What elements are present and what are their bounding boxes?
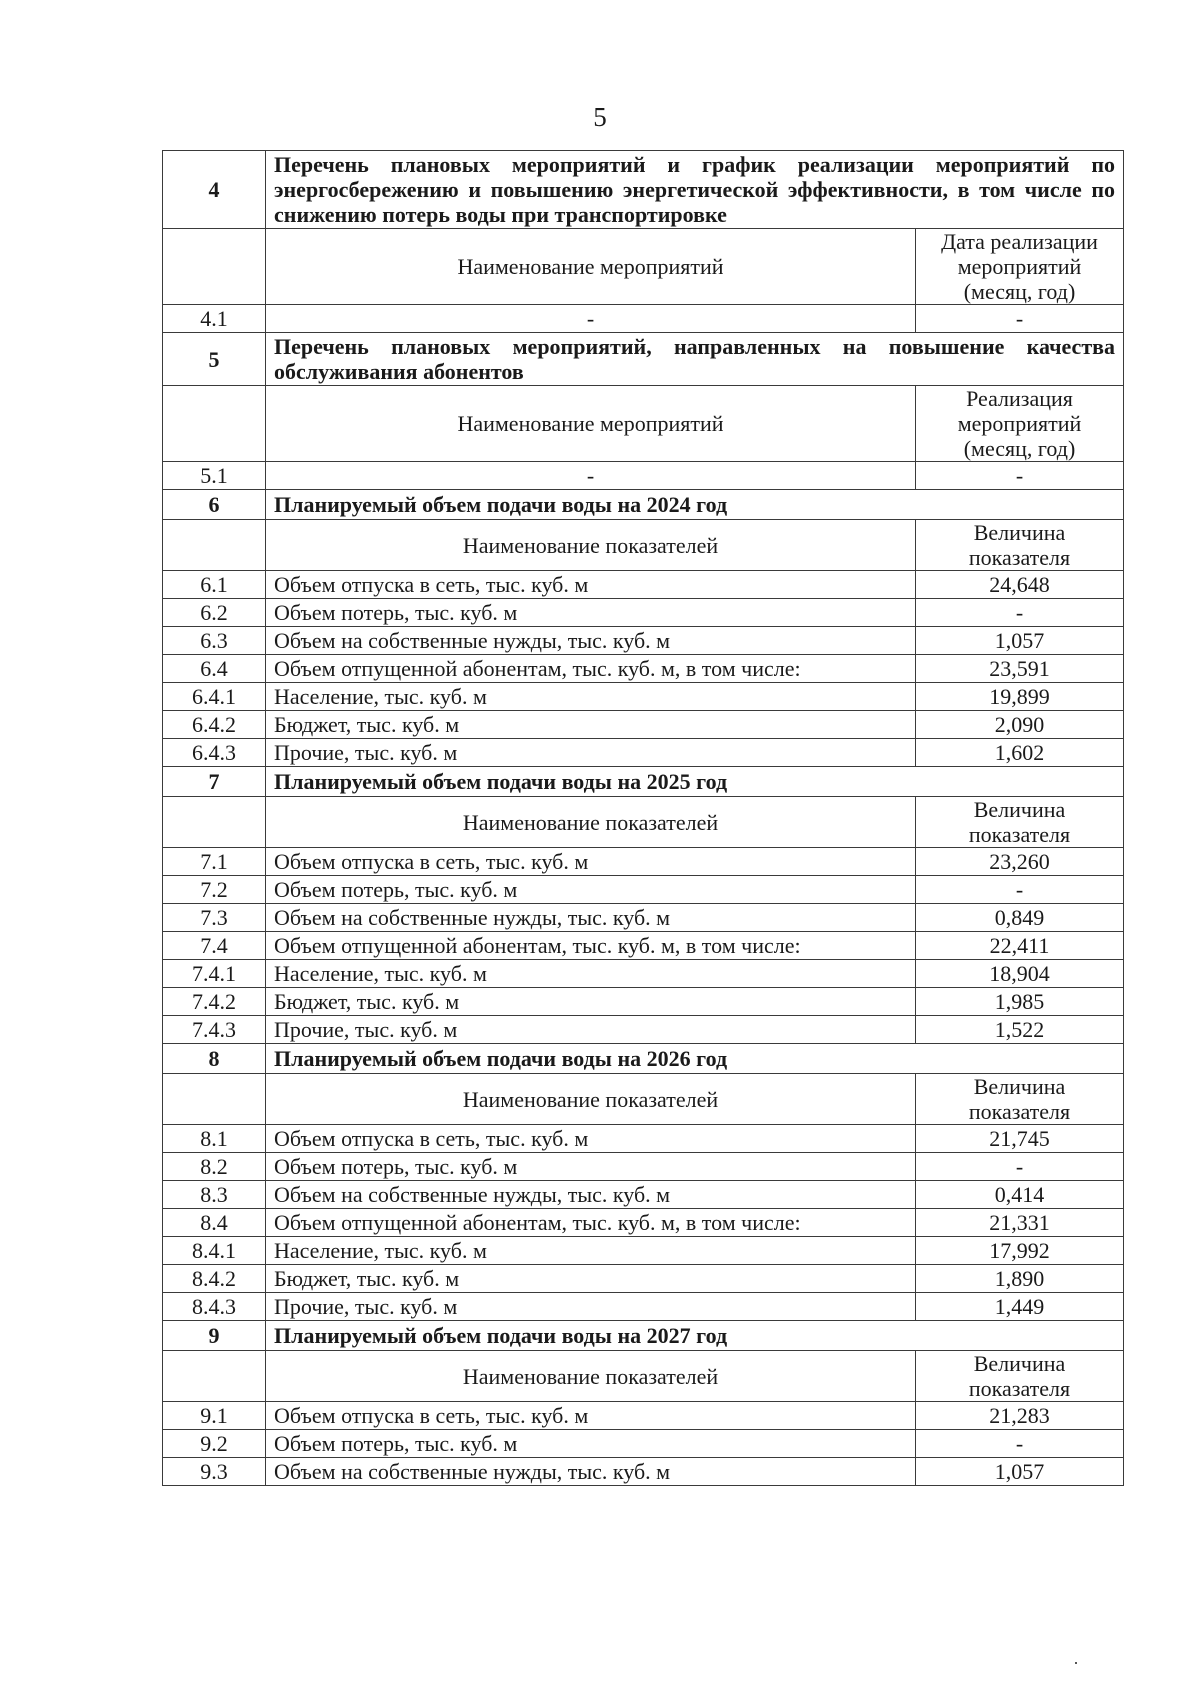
row-number: 7.4.3: [163, 1016, 266, 1044]
column-header-value: Дата реализации мероприятий (месяц, год): [916, 229, 1124, 305]
table-row: [163, 960, 1124, 988]
table-row: [163, 1458, 1124, 1486]
column-header-empty: [163, 386, 266, 462]
column-header-row: [163, 386, 1124, 462]
row-value: 1,522: [916, 1016, 1124, 1044]
row-value: 2,090: [916, 711, 1124, 739]
table-row: [163, 1293, 1124, 1321]
row-name: Объем отпущенной абонентам, тыс. куб. м, в том числе:: [266, 1209, 916, 1237]
row-number: 8.4: [163, 1209, 266, 1237]
row-name: Объем на собственные нужды, тыс. куб. м: [266, 1458, 916, 1486]
section-title: Планируемый объем подачи воды на 2024 год: [266, 490, 1124, 520]
row-name: Объем на собственные нужды, тыс. куб. м: [266, 1181, 916, 1209]
row-number: 6.3: [163, 627, 266, 655]
section-header-row: [163, 151, 1124, 229]
plan-table-body: [163, 151, 1124, 1486]
row-number: 7.4: [163, 932, 266, 960]
table-row: [163, 1209, 1124, 1237]
column-header-value: Реализация мероприятий (месяц, год): [916, 386, 1124, 462]
row-value: 0,414: [916, 1181, 1124, 1209]
row-number: 9.2: [163, 1430, 266, 1458]
row-number: 6.4: [163, 655, 266, 683]
row-number: 7.3: [163, 904, 266, 932]
row-number: 5.1: [163, 462, 266, 490]
section-header-row: [163, 767, 1124, 797]
row-name: Объем отпуска в сеть, тыс. куб. м: [266, 571, 916, 599]
table-row: [163, 876, 1124, 904]
table-row: [163, 571, 1124, 599]
row-value: 17,992: [916, 1237, 1124, 1265]
row-name: Прочие, тыс. куб. м: [266, 739, 916, 767]
row-name: Население, тыс. куб. м: [266, 960, 916, 988]
row-name: Бюджет, тыс. куб. м: [266, 711, 916, 739]
row-name: Объем отпущенной абонентам, тыс. куб. м, в том числе:: [266, 655, 916, 683]
row-name: -: [266, 305, 916, 333]
table-row: [163, 1016, 1124, 1044]
row-value: 18,904: [916, 960, 1124, 988]
section-number: 5: [163, 333, 266, 386]
section-header-row: [163, 1044, 1124, 1074]
row-name: Объем отпуска в сеть, тыс. куб. м: [266, 1402, 916, 1430]
row-name: Прочие, тыс. куб. м: [266, 1293, 916, 1321]
row-name: Объем отпуска в сеть, тыс. куб. м: [266, 1125, 916, 1153]
table-row: [163, 1181, 1124, 1209]
row-name: Бюджет, тыс. куб. м: [266, 988, 916, 1016]
row-value: 23,260: [916, 848, 1124, 876]
column-header-empty: [163, 229, 266, 305]
row-number: 7.2: [163, 876, 266, 904]
section-header-row: [163, 490, 1124, 520]
column-header-name: Наименование мероприятий: [266, 386, 916, 462]
row-value: 19,899: [916, 683, 1124, 711]
row-name: Объем на собственные нужды, тыс. куб. м: [266, 904, 916, 932]
row-number: 8.4.2: [163, 1265, 266, 1293]
section-number: 6: [163, 490, 266, 520]
column-header-empty: [163, 797, 266, 848]
row-name: Объем на собственные нужды, тыс. куб. м: [266, 627, 916, 655]
row-value: 1,057: [916, 627, 1124, 655]
row-value: 22,411: [916, 932, 1124, 960]
row-value: 23,591: [916, 655, 1124, 683]
table-row: [163, 1265, 1124, 1293]
row-number: 8.4.1: [163, 1237, 266, 1265]
section-title: Перечень плановых мероприятий, направленных на повышение качества обслуживания абонентов: [266, 333, 1124, 386]
row-number: 8.3: [163, 1181, 266, 1209]
column-header-name: Наименование мероприятий: [266, 229, 916, 305]
row-value: 1,449: [916, 1293, 1124, 1321]
section-number: 8: [163, 1044, 266, 1074]
table-row: [163, 848, 1124, 876]
table-row: [163, 305, 1124, 333]
column-header-row: [163, 229, 1124, 305]
row-number: 8.1: [163, 1125, 266, 1153]
row-value: -: [916, 1430, 1124, 1458]
table-row: [163, 462, 1124, 490]
row-name: Население, тыс. куб. м: [266, 683, 916, 711]
section-number: 7: [163, 767, 266, 797]
row-value: -: [916, 599, 1124, 627]
scan-speck: [1075, 1662, 1077, 1664]
row-value: 21,283: [916, 1402, 1124, 1430]
row-value: 1,890: [916, 1265, 1124, 1293]
row-name: Бюджет, тыс. куб. м: [266, 1265, 916, 1293]
table-row: [163, 1402, 1124, 1430]
row-value: 1,057: [916, 1458, 1124, 1486]
table-row: [163, 1125, 1124, 1153]
row-value: -: [916, 462, 1124, 490]
row-number: 9.1: [163, 1402, 266, 1430]
section-title: Планируемый объем подачи воды на 2025 год: [266, 767, 1124, 797]
section-header-row: [163, 333, 1124, 386]
row-name: Объем потерь, тыс. куб. м: [266, 1430, 916, 1458]
plan-table: [162, 150, 1124, 1486]
column-header-empty: [163, 1074, 266, 1125]
row-number: 4.1: [163, 305, 266, 333]
row-value: -: [916, 305, 1124, 333]
column-header-row: [163, 797, 1124, 848]
column-header-name: Наименование показателей: [266, 1351, 916, 1402]
column-header-row: [163, 520, 1124, 571]
section-header-row: [163, 1321, 1124, 1351]
row-name: -: [266, 462, 916, 490]
section-title: Планируемый объем подачи воды на 2027 год: [266, 1321, 1124, 1351]
row-value: 1,602: [916, 739, 1124, 767]
column-header-value: Величина показателя: [916, 1074, 1124, 1125]
column-header-name: Наименование показателей: [266, 797, 916, 848]
row-number: 6.2: [163, 599, 266, 627]
table-row: [163, 599, 1124, 627]
row-value: 24,648: [916, 571, 1124, 599]
row-name: Объем отпущенной абонентам, тыс. куб. м, в том числе:: [266, 932, 916, 960]
table-row: [163, 904, 1124, 932]
table-row: [163, 1430, 1124, 1458]
row-name: Объем потерь, тыс. куб. м: [266, 599, 916, 627]
table-row: [163, 1237, 1124, 1265]
column-header-empty: [163, 520, 266, 571]
table-row: [163, 739, 1124, 767]
row-number: 8.4.3: [163, 1293, 266, 1321]
row-value: 21,745: [916, 1125, 1124, 1153]
page-number: 5: [593, 102, 607, 132]
table-row: [163, 627, 1124, 655]
row-name: Население, тыс. куб. м: [266, 1237, 916, 1265]
row-number: 8.2: [163, 1153, 266, 1181]
row-number: 7.4.1: [163, 960, 266, 988]
column-header-row: [163, 1351, 1124, 1402]
section-title: Планируемый объем подачи воды на 2026 год: [266, 1044, 1124, 1074]
table-row: [163, 1153, 1124, 1181]
row-number: 9.3: [163, 1458, 266, 1486]
row-value: 1,985: [916, 988, 1124, 1016]
row-name: Объем потерь, тыс. куб. м: [266, 876, 916, 904]
column-header-value: Величина показателя: [916, 797, 1124, 848]
row-number: 7.1: [163, 848, 266, 876]
table-row: [163, 988, 1124, 1016]
row-name: Объем отпуска в сеть, тыс. куб. м: [266, 848, 916, 876]
table-row: [163, 711, 1124, 739]
table-row: [163, 932, 1124, 960]
column-header-row: [163, 1074, 1124, 1125]
column-header-value: Величина показателя: [916, 1351, 1124, 1402]
row-number: 6.4.3: [163, 739, 266, 767]
column-header-name: Наименование показателей: [266, 520, 916, 571]
row-number: 6.4.2: [163, 711, 266, 739]
section-number: 9: [163, 1321, 266, 1351]
row-value: -: [916, 1153, 1124, 1181]
column-header-value: Величина показателя: [916, 520, 1124, 571]
section-number: 4: [163, 151, 266, 229]
table-row: [163, 683, 1124, 711]
row-name: Объем потерь, тыс. куб. м: [266, 1153, 916, 1181]
row-value: -: [916, 876, 1124, 904]
row-number: 7.4.2: [163, 988, 266, 1016]
row-number: 6.4.1: [163, 683, 266, 711]
row-value: 21,331: [916, 1209, 1124, 1237]
row-name: Прочие, тыс. куб. м: [266, 1016, 916, 1044]
section-title: Перечень плановых мероприятий и график реализации мероприятий по энергосбережению и повышению энергетической эффективности, в том числе по снижению потерь воды при транспортировке: [266, 151, 1124, 229]
column-header-name: Наименование показателей: [266, 1074, 916, 1125]
column-header-empty: [163, 1351, 266, 1402]
table-row: [163, 655, 1124, 683]
row-number: 6.1: [163, 571, 266, 599]
row-value: 0,849: [916, 904, 1124, 932]
